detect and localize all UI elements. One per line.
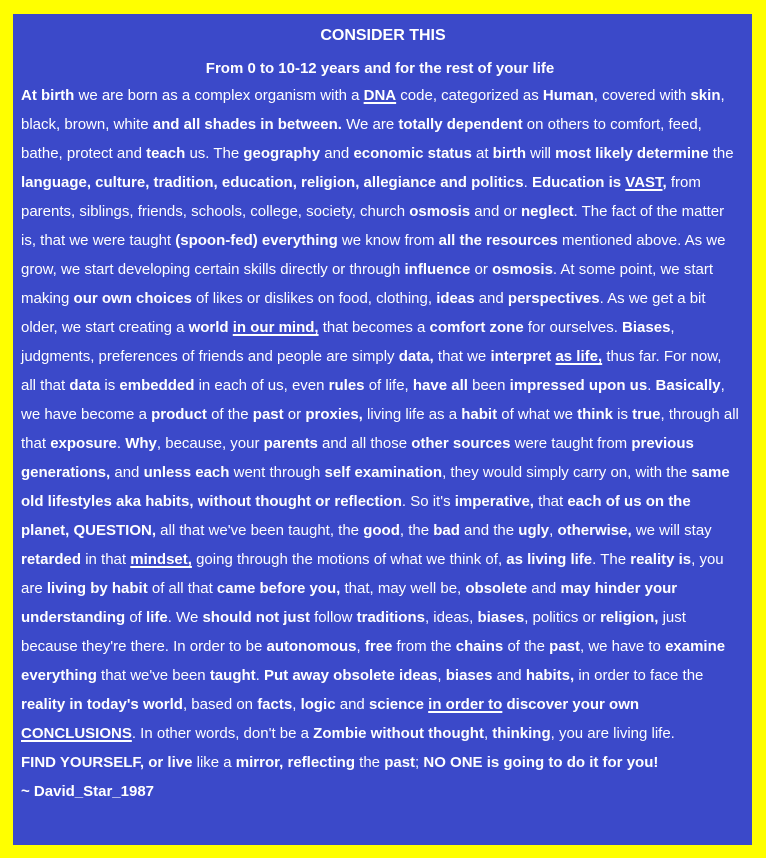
underlined-emphasis-text: in our mind,: [232, 319, 319, 336]
body-text: and or: [470, 203, 521, 220]
emphasis-text: parents: [263, 435, 318, 452]
emphasis-text: [428, 696, 502, 713]
emphasis-text: free: [364, 638, 393, 655]
body-text: just because they're there. In order to be: [21, 609, 686, 655]
emphasis-text: unless each: [143, 464, 230, 481]
emphasis-text: osmosis: [492, 261, 553, 278]
emphasis-text: comfort zone: [429, 319, 524, 336]
body-text: , based on: [182, 696, 258, 713]
underlined-emphasis-text: in order to: [428, 696, 503, 713]
emphasis-text: bad: [433, 522, 460, 539]
body-text: like a: [192, 754, 236, 771]
body-text: and: [110, 464, 144, 481]
body-text: from the: [392, 638, 456, 655]
underlined-emphasis-text: DNA: [363, 87, 397, 104]
emphasis-text: other sources: [411, 435, 511, 452]
body-text: for ourselves.: [523, 319, 623, 336]
emphasis-text: Biases: [622, 319, 671, 336]
body-text: , the: [399, 522, 434, 539]
emphasis-text: ideas: [436, 290, 475, 307]
emphasis-text: ,: [662, 174, 667, 191]
emphasis-text: data,: [398, 348, 434, 365]
body-text: of likes or dislikes on food, clothing,: [191, 290, 437, 307]
body-text: . In other words, don't be a: [131, 725, 314, 742]
body-text: , because, your: [156, 435, 264, 452]
emphasis-text: past: [384, 754, 416, 771]
body-text: .: [116, 435, 126, 452]
body-text: ,: [483, 725, 493, 742]
body-text: at: [471, 145, 493, 162]
body-text: or: [283, 406, 306, 423]
emphasis-text: perspectives: [507, 290, 600, 307]
emphasis-text: Education is: [531, 174, 626, 191]
emphasis-text: autonomous: [266, 638, 357, 655]
body-text: and the: [459, 522, 519, 539]
body-text: of: [125, 609, 147, 626]
emphasis-text: Why: [125, 435, 157, 452]
emphasis-text: data: [69, 377, 101, 394]
emphasis-text: life: [146, 609, 168, 626]
emphasis-text: NO ONE is going to do it for you!: [423, 754, 659, 771]
emphasis-text: true: [632, 406, 661, 423]
body-text: , covered with: [593, 87, 691, 104]
emphasis-text: past: [549, 638, 580, 655]
body-text: is: [612, 406, 633, 423]
emphasis-text: reality in today's world: [21, 696, 183, 713]
underlined-emphasis-text: VAST: [625, 174, 663, 191]
emphasis-text: obsolete: [465, 580, 528, 597]
emphasis-text: our own choices: [73, 290, 192, 307]
body-text: . So it's: [401, 493, 455, 510]
body-text: thus far. For now, all that: [21, 348, 722, 394]
body-text: .: [647, 377, 656, 394]
emphasis-text: logic: [300, 696, 336, 713]
emphasis-text: interpret: [490, 348, 556, 365]
emphasis-text: impressed upon us: [509, 377, 648, 394]
emphasis-text: proxies,: [305, 406, 363, 423]
emphasis-text: facts: [257, 696, 293, 713]
emphasis-text: discover your own: [502, 696, 640, 713]
emphasis-text: habit: [461, 406, 498, 423]
emphasis-text: as living life: [506, 551, 593, 568]
body-text: and: [527, 580, 561, 597]
emphasis-text: and all shades in between.: [152, 116, 342, 133]
body-text: of what we: [497, 406, 578, 423]
body-text: and: [320, 145, 354, 162]
body-text: follow: [309, 609, 357, 626]
body-text: , you are living life.: [550, 725, 675, 742]
body-text: ,: [549, 522, 558, 539]
body-text: that: [533, 493, 568, 510]
emphasis-text: all the resources: [438, 232, 558, 249]
body-text: is: [100, 377, 120, 394]
emphasis-text: neglect: [520, 203, 574, 220]
body-text: .: [523, 174, 532, 191]
emphasis-text: totally dependent: [398, 116, 523, 133]
body-text: of all that: [147, 580, 217, 597]
body-text: in order to face the: [574, 667, 704, 684]
body-text: that we: [433, 348, 491, 365]
emphasis-text: teach: [146, 145, 186, 162]
body-text: and all those: [317, 435, 412, 452]
emphasis-text: [130, 551, 192, 568]
emphasis-text: living by habit: [46, 580, 148, 597]
body-text: that, may well be,: [340, 580, 466, 597]
body-text: all that we've been taught, the: [156, 522, 364, 539]
body-text: that we've been: [96, 667, 210, 684]
emphasis-text: thinking: [492, 725, 551, 742]
body-text: and: [474, 290, 508, 307]
body-text: of the: [206, 406, 253, 423]
emphasis-text: [21, 725, 132, 742]
body-text: , they would simply carry on, with the: [442, 464, 692, 481]
body-text: that becomes a: [318, 319, 430, 336]
emphasis-text: chains: [455, 638, 504, 655]
closing-line: [21, 748, 739, 777]
page-subtitle: From 0 to 10-12 years and for the rest of your life: [205, 60, 555, 77]
body-text: , ideas,: [424, 609, 478, 626]
emphasis-text: At birth: [21, 87, 75, 104]
body-text: .: [255, 667, 264, 684]
body-text: in each of us, even: [194, 377, 329, 394]
body-text: ,: [437, 667, 446, 684]
body-text: of the: [503, 638, 550, 655]
emphasis-text: previous generations,: [21, 435, 694, 481]
emphasis-text: most likely determine: [555, 145, 709, 162]
body-text: been: [467, 377, 510, 394]
quote-card: [13, 14, 752, 845]
emphasis-text: exposure: [50, 435, 117, 452]
body-text: were taught from: [510, 435, 632, 452]
emphasis-text: mirror, reflecting: [235, 754, 355, 771]
body-text: ,: [356, 638, 365, 655]
emphasis-text: FIND YOURSELF, or live: [21, 754, 193, 771]
emphasis-text: imperative,: [454, 493, 534, 510]
emphasis-text: osmosis: [409, 203, 471, 220]
emphasis-text: [233, 319, 319, 336]
emphasis-text: past: [252, 406, 284, 423]
emphasis-text: taught: [209, 667, 256, 684]
underlined-emphasis-text: CONCLUSIONS: [21, 725, 132, 742]
emphasis-text: [555, 348, 602, 365]
body-text: , through all that: [21, 406, 739, 452]
emphasis-text: skin: [690, 87, 721, 104]
emphasis-text: otherwise,: [557, 522, 632, 539]
emphasis-text: habits,: [525, 667, 575, 684]
emphasis-text: good: [363, 522, 400, 539]
emphasis-text: have all: [412, 377, 468, 394]
body-text: , you are: [21, 551, 724, 597]
emphasis-text: language, culture, tradition, education, religion, allegiance and politics: [21, 174, 524, 191]
body-text: we know from: [337, 232, 439, 249]
emphasis-text: same old lifestyles aka habits, without thought or reflection: [21, 464, 730, 510]
emphasis-text: Put away obsolete ideas: [263, 667, 438, 684]
body-text: . The: [592, 551, 631, 568]
emphasis-text: ugly: [518, 522, 550, 539]
body-text: we will stay: [631, 522, 712, 539]
body-text: the: [355, 754, 385, 771]
body-text: , politics or: [524, 609, 601, 626]
body-text: mentioned above. As we grow, we start developing certain skills directly or through: [21, 232, 726, 278]
emphasis-text: biases: [477, 609, 525, 626]
body-text: , we have become a: [21, 377, 725, 423]
emphasis-text: world: [188, 319, 233, 336]
emphasis-text: embedded: [119, 377, 195, 394]
emphasis-text: religion,: [600, 609, 659, 626]
body-text: will: [526, 145, 556, 162]
emphasis-text: retarded: [21, 551, 82, 568]
body-text: and: [335, 696, 369, 713]
page-title: CONSIDER THIS: [320, 27, 446, 44]
emphasis-text: (spoon-fed) everything: [175, 232, 338, 249]
emphasis-text: [625, 174, 662, 191]
emphasis-text: birth: [492, 145, 526, 162]
emphasis-text: Basically: [655, 377, 721, 394]
emphasis-text: economic status: [353, 145, 472, 162]
body-text: the: [708, 145, 734, 162]
emphasis-text: geography: [243, 145, 321, 162]
body-text: ,: [292, 696, 301, 713]
body-text: in that: [81, 551, 131, 568]
emphasis-text: each of us on the planet, QUESTION,: [21, 493, 691, 539]
body-text: went through: [229, 464, 325, 481]
body-paragraph: [21, 81, 739, 748]
emphasis-text: rules: [328, 377, 365, 394]
body-text: and: [492, 667, 526, 684]
body-text: living life as a: [362, 406, 462, 423]
emphasis-text: think: [577, 406, 613, 423]
body-text: , judgments, preferences of friends and people are simply: [21, 319, 675, 365]
body-text: us. The: [185, 145, 244, 162]
emphasis-text: examine everything: [21, 638, 726, 684]
emphasis-text: Human: [542, 87, 594, 104]
body-text: ;: [415, 754, 424, 771]
emphasis-text: self examination: [324, 464, 443, 481]
emphasis-text: biases: [445, 667, 493, 684]
emphasis-text: science: [368, 696, 429, 713]
body-text: . The fact of the matter is, that we were taught: [21, 203, 725, 249]
emphasis-text: product: [151, 406, 207, 423]
body-text: , black, brown, white: [21, 87, 725, 133]
body-text: going through the motions of what we think of,: [191, 551, 507, 568]
body-text: code, categorized as: [396, 87, 543, 104]
emphasis-text: reality is: [630, 551, 692, 568]
emphasis-text: [364, 87, 397, 104]
underlined-emphasis-text: mindset,: [130, 551, 192, 568]
emphasis-text: may hinder your understanding: [21, 580, 678, 626]
body-text: from parents, siblings, friends, schools, college, society, church: [21, 174, 701, 220]
body-text: . We: [167, 609, 203, 626]
body-text: of life,: [364, 377, 413, 394]
body-text: , we have to: [580, 638, 666, 655]
emphasis-text: traditions: [356, 609, 425, 626]
body-text: or: [470, 261, 493, 278]
underlined-emphasis-text: as life,: [555, 348, 603, 365]
body-text: . As we get a bit older, we start creating a: [21, 290, 706, 336]
body-text: . At some point, we start making: [21, 261, 713, 307]
emphasis-text: should not just: [202, 609, 310, 626]
emphasis-text: influence: [404, 261, 471, 278]
emphasis-text: came before you,: [216, 580, 341, 597]
body-text: we are born as a complex organism with a: [74, 87, 364, 104]
signature: ~ David_Star_1987: [21, 783, 155, 800]
body-text: We are: [341, 116, 399, 133]
body-text: on others to comfort, feed, bathe, protect and: [21, 116, 702, 162]
emphasis-text: Zombie without thought: [313, 725, 484, 742]
